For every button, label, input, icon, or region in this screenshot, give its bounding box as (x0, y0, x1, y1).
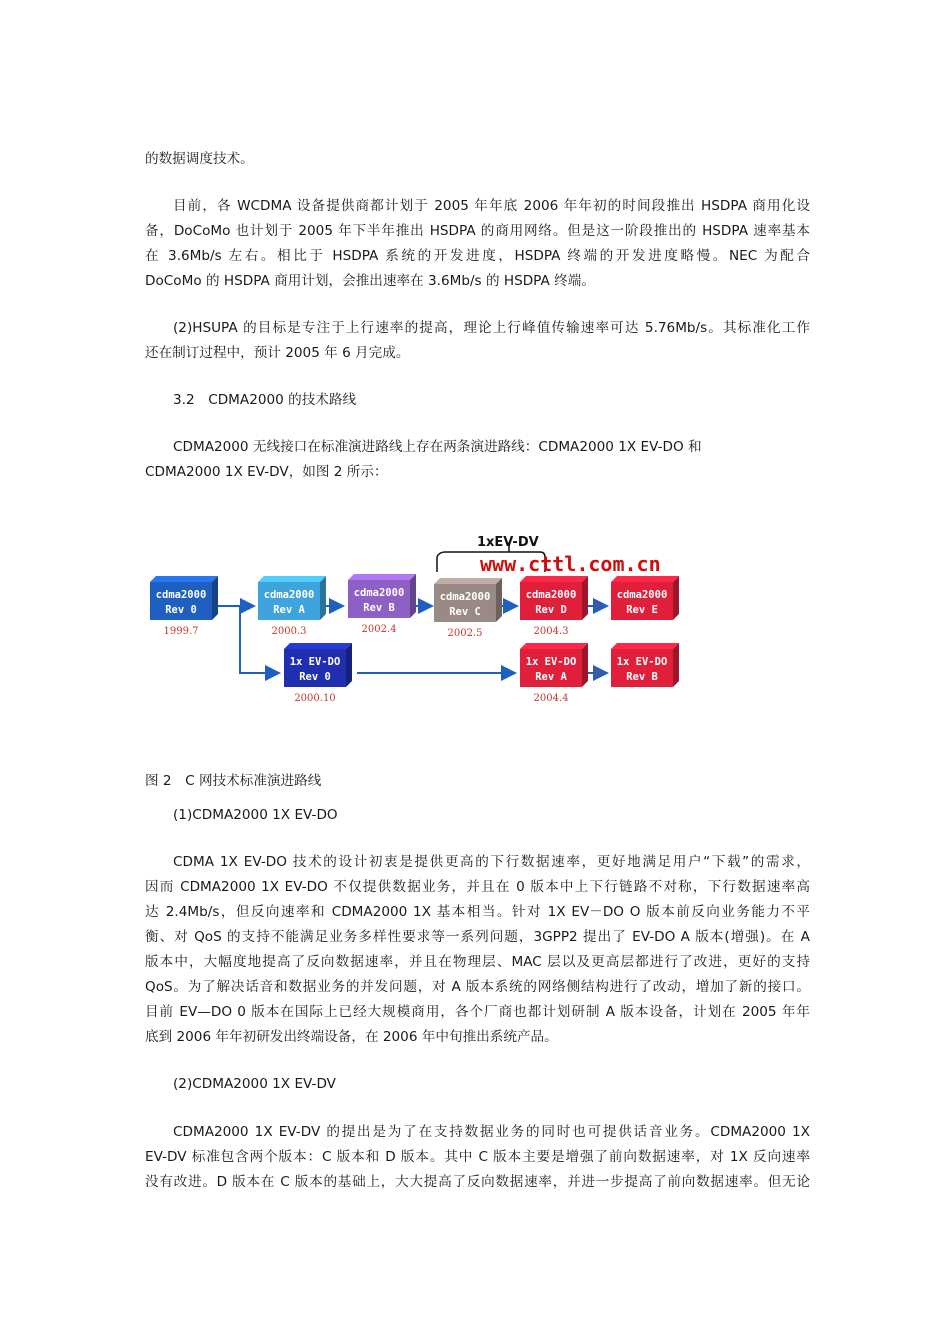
text-line: 达 2.4Mb/s，但反向速率和 CDMA2000 1X 基本相当。针对 1X EV－DO O 版本前反向业务能力不平 (145, 904, 810, 920)
version-box (284, 643, 352, 704)
box-date-label: 2004.3 (533, 626, 569, 637)
boxes-group (150, 574, 679, 704)
text-line: 没有改进。D 版本在 C 版本的基础上，大大提高了反向数据速率，并进一步提高了前向数据速率。但无论 (145, 1174, 810, 1190)
box-side-face (582, 643, 588, 687)
text-line: 目前，各 WCDMA 设备提供商都计划于 2005 年年底 2006 年年初的时间段推出 HSDPA 商用化设 (173, 198, 810, 214)
text-line: (2)HSUPA 的目标是专注于上行速率的提高，理论上行峰值传输速率可达 5.76Mb/s。其标准化工作 (173, 320, 810, 336)
box-label-line2: Rev 0 (165, 604, 197, 616)
text-line: CDMA2000 1X EV-DV 的提出是为了在支持数据业务的同时也可提供话音业务。CDMA2000 1X (173, 1124, 810, 1140)
text-line: 底到 2006 年年初研发出终端设备，在 2006 年中旬推出系统产品。 (145, 1029, 558, 1045)
subheading-ev-dv: (2)CDMA2000 1X EV-DV (173, 1076, 336, 1092)
box-side-face (212, 576, 218, 620)
box-side-face (410, 574, 416, 618)
box-side-face (582, 576, 588, 620)
paragraph-hsupa (145, 316, 810, 366)
box-label-line1: 1x EV-DO (525, 656, 577, 668)
question-mark: ? (594, 669, 600, 680)
box-top-face (520, 643, 588, 649)
box-top-face (150, 576, 218, 582)
figure-caption: 图 2 C 网技术标准演进路线 (145, 772, 322, 789)
box-label-line1: 1x EV-DO (289, 656, 341, 668)
box-label-line1: cdma2000 (353, 587, 405, 599)
box-side-face (320, 576, 326, 620)
box-label-line1: cdma2000 (263, 589, 315, 601)
box-label-line2: Rev A (535, 671, 567, 683)
text-line: CDMA 1X EV-DO 技术的设计初衷是提供更高的下行数据速率，更好地满足用户“下载”的需求， (173, 854, 810, 870)
subheading-ev-do: (1)CDMA2000 1X EV-DO (173, 807, 338, 823)
text-line: CDMA2000 无线接口在标准演进路线上存在两条演进路线：CDMA2000 1X EV-DO 和 (173, 439, 702, 455)
paragraph-ev-dv (145, 1120, 810, 1195)
box-label-line2: Rev C (449, 606, 481, 618)
paragraph-intro-tail (145, 147, 810, 172)
text-line: 在 3.6Mb/s 左右。相比于 HSDPA 系统的开发进度，HSDPA 终端的开发进度略慢。NEC 为配合 (145, 248, 810, 264)
box-label-line2: Rev E (626, 604, 658, 616)
text-line: 因而 CDMA2000 1X EV-DO 不仅提供数据业务，并且在 0 版本中上下行链路不对称，下行数据速率高 (145, 879, 810, 895)
box-top-face (434, 578, 502, 584)
box-date-label: 2002.4 (361, 624, 397, 635)
watermark-text: www.cttl.com.cn (480, 552, 661, 576)
text-line: 版本中，大幅度地提高了反向数据速率，并且在物理层、MAC 层以及更高层都进行了改进，更好的支持 (145, 954, 810, 970)
box-date-label: 2002.5 (447, 628, 483, 639)
box-date-label: 2000.3 (271, 626, 307, 637)
box-label-line1: cdma2000 (525, 589, 577, 601)
paragraph-cdma2000-routes (145, 435, 810, 485)
box-label-line2: Rev B (363, 602, 395, 614)
evolution-diagram (145, 527, 690, 717)
box-side-face (673, 643, 679, 687)
text-line: DoCoMo 的 HSDPA 商用计划，会推出速率在 3.6Mb/s 的 HSDPA 终端。 (145, 273, 595, 289)
version-box (611, 643, 679, 687)
text-line: QoS。为了解决话音和数据业务的并发问题，对 A 版本系统的网络侧结构进行了改动，增加了新的接口。 (145, 979, 810, 995)
box-top-face (348, 574, 416, 580)
box-top-face (611, 643, 679, 649)
box-side-face (346, 643, 352, 687)
text-line: EV-DV 标准包含两个版本：C 版本和 D 版本。其中 C 版本主要是增强了前向数据速率，对 1X 反向速率 (145, 1149, 810, 1165)
version-box (611, 576, 679, 620)
text-line: 目前 EV—DO 0 版本在国际上已经大规模商用，各个厂商也都计划研制 A 版本设备，计划在 2005 年年 (145, 1004, 810, 1020)
box-date-label: 2004.4 (533, 693, 569, 704)
section-heading-3-2: 3.2 CDMA2000 的技术路线 (173, 392, 357, 408)
box-label-line1: cdma2000 (616, 589, 668, 601)
box-label-line2: Rev A (273, 604, 305, 616)
version-box (258, 576, 326, 637)
version-box (434, 578, 502, 639)
paragraph-wcdma-hsdpa (145, 194, 810, 294)
box-label-line1: cdma2000 (439, 591, 491, 603)
box-top-face (258, 576, 326, 582)
box-top-face (520, 576, 588, 582)
box-top-face (611, 576, 679, 582)
box-side-face (496, 578, 502, 622)
text-line: 备，DoCoMo 也计划于 2005 年下半年推出 HSDPA 的商用网络。但是这一阶段推出的 HSDPA 速率基本 (145, 223, 810, 239)
box-side-face (673, 576, 679, 620)
text-line: 衡、对 QoS 的支持不能满足业务多样性要求等一系列问题，3GPP2 提出了 EV-DO A 版本(增强)。在 A (145, 929, 810, 945)
text-line: 的数据调度技术。 (145, 151, 254, 167)
version-box (520, 576, 588, 637)
box-label-line2: Rev 0 (299, 671, 331, 683)
paragraph-ev-do (145, 850, 810, 1050)
box-top-face (284, 643, 352, 649)
text-line: 还在制订过程中，预计 2005 年 6 月完成。 (145, 345, 410, 361)
box-date-label: 2000.10 (294, 693, 336, 704)
version-box (520, 643, 588, 704)
box-label-line1: cdma2000 (155, 589, 207, 601)
version-box (150, 576, 218, 637)
box-label-line2: Rev B (626, 671, 658, 683)
version-box (348, 574, 416, 635)
box-date-label: 1999.7 (163, 626, 199, 637)
text-line: CDMA2000 1X EV-DV，如图 2 所示： (145, 464, 388, 480)
box-label-line1: 1x EV-DO (616, 656, 668, 668)
question-mark: ? (594, 602, 600, 613)
box-label-line2: Rev D (535, 604, 567, 616)
ev-dv-label: 1xEV-DV (477, 535, 539, 550)
